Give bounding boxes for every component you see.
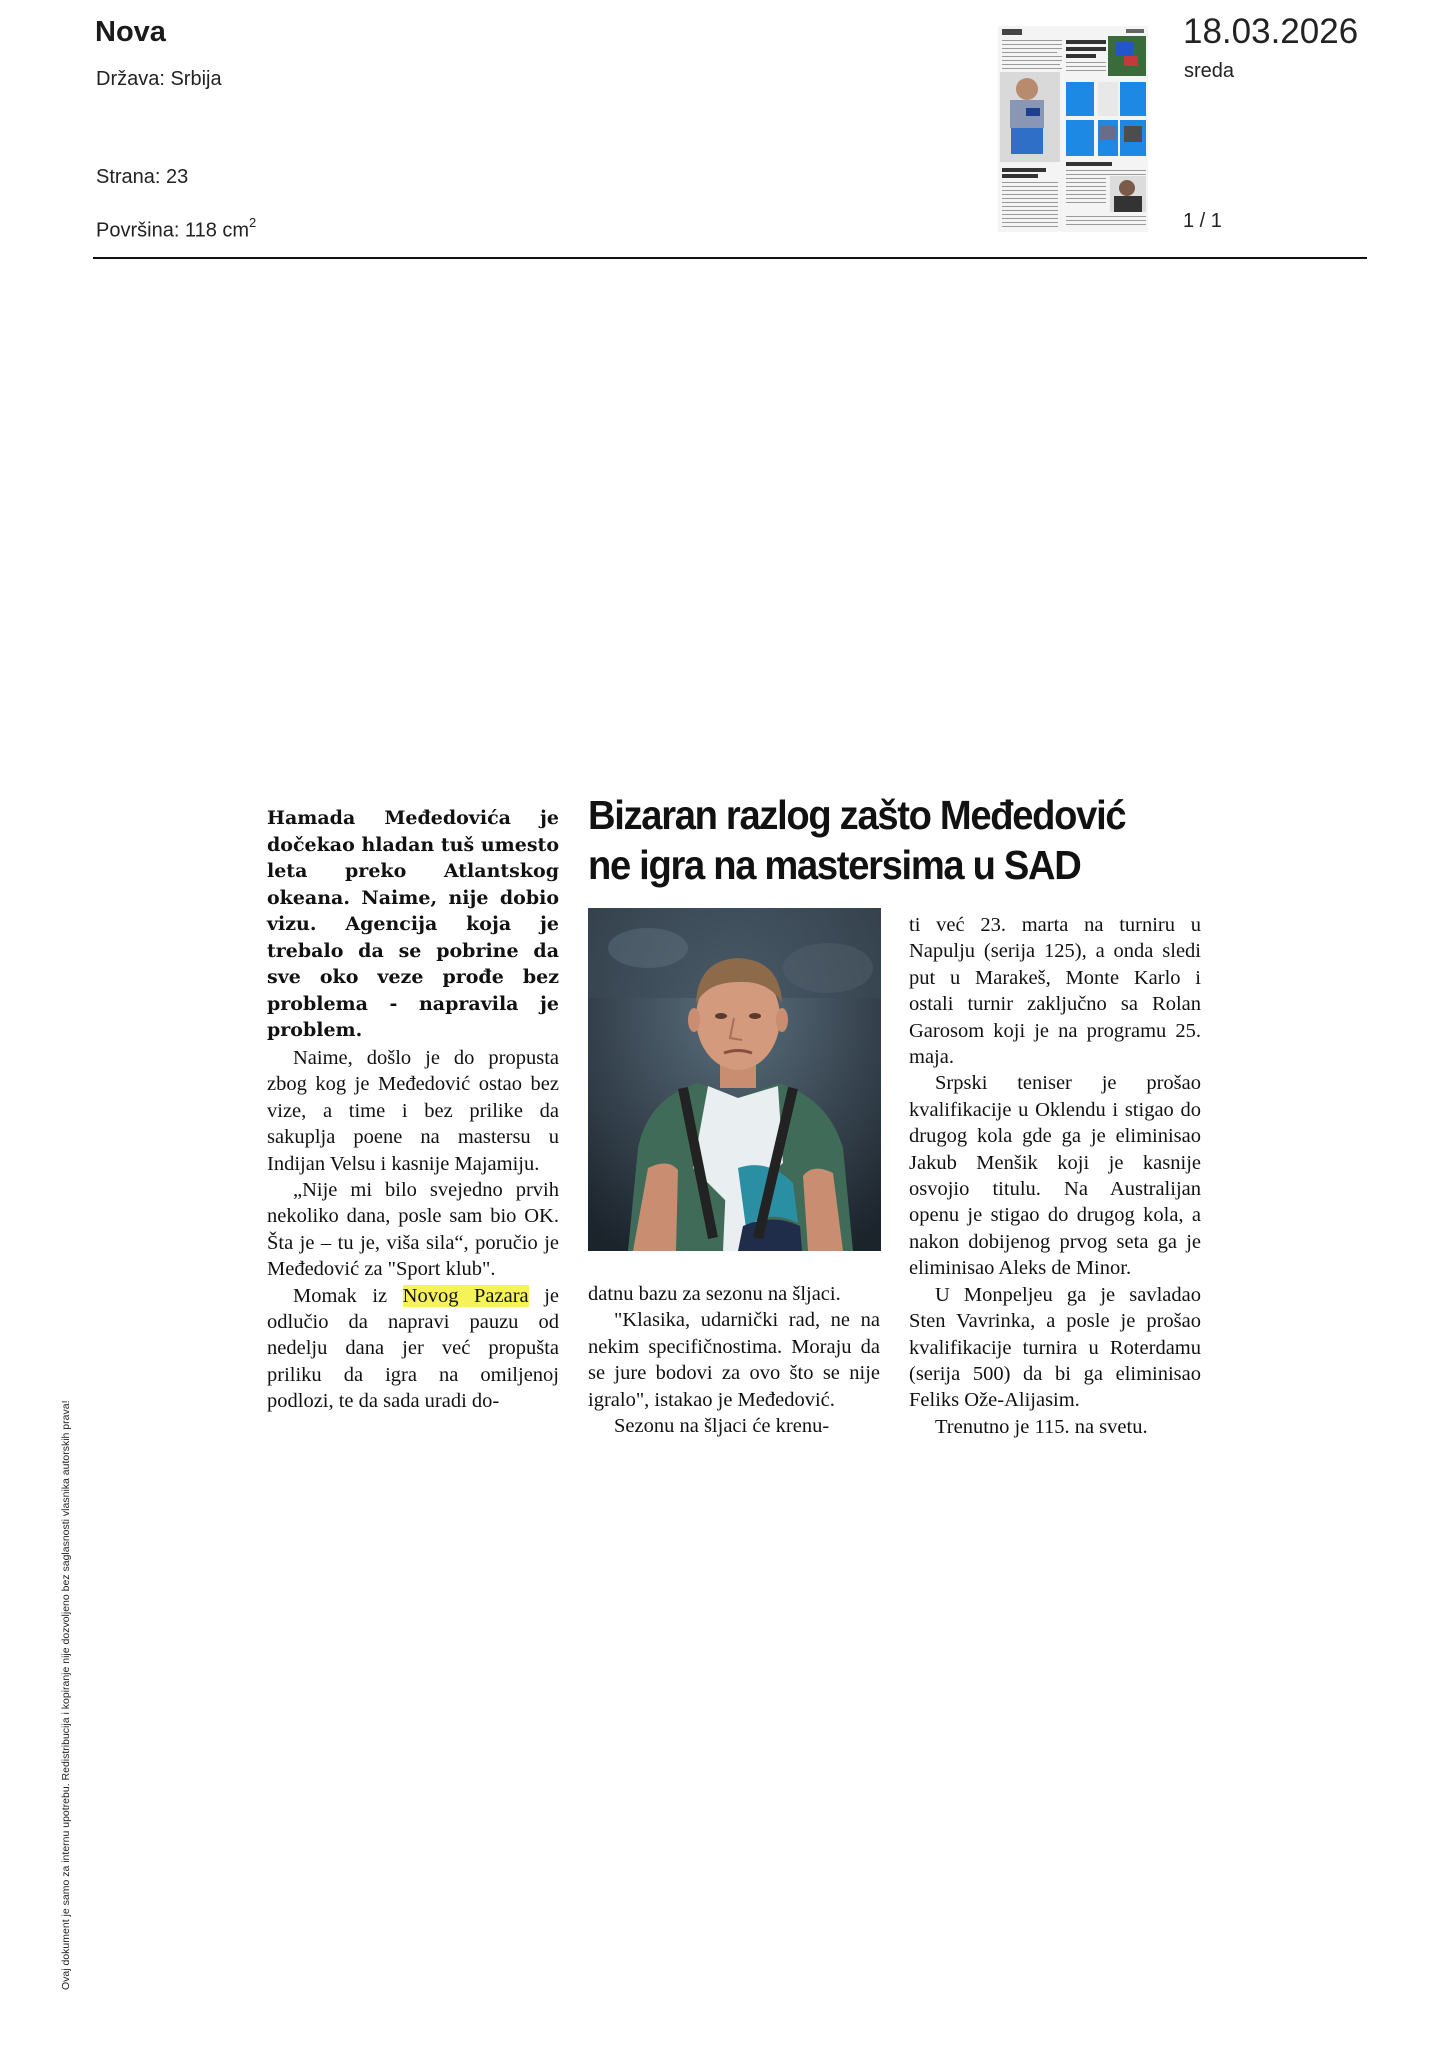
paragraph-text: je odlučio da napravi pauzu od nedelju dana jer već propušta priliku da igra na omiljenoj podlozi, te da sada uradi do- xyxy=(267,1284,559,1413)
paragraph: "Klasika, udarnički rad, ne na nekim specifičnostima. Moraju da se jure bodovi za ovo što se nije igralo", istakao je Međedović. xyxy=(588,1309,880,1411)
area-unit-power: 2 xyxy=(249,215,257,230)
country-label: Država: Srbija xyxy=(96,68,222,90)
copyright-notice: Ovaj dokument je samo za internu upotrebu. Redistribucija i kopiranje nije dozvoljeno bez saglasnosti vlasnika autorskih prava! xyxy=(60,1400,72,1990)
paragraph: datnu bazu za sezonu na šljaci. xyxy=(588,1283,841,1305)
article-lead: Hamada Međedovića je dočekao hladan tuš umesto leta preko Atlantskog okeana. Naime, nije dobio vizu. Agencija koja je trebalo da se pobrine da sve oko veze prođe bez problema - napravila je problem. xyxy=(267,807,559,1041)
paragraph: „Nije mi bilo svejedno prvih nekoliko dana, posle sam bio OK. Šta je – tu je, viša sila“, poručio je Međedović za "Sport klub". xyxy=(267,1179,559,1281)
paragraph: U Monpeljeu ga je savladao Sten Vavrinka, a posle je prošao kvalifikacije turnira u Roterdamu (serija 500) da bi ga eliminisao Feliks Ože-Alijasim. xyxy=(909,1283,1201,1412)
article-column-3 xyxy=(909,912,1201,1440)
paragraph xyxy=(267,1283,559,1415)
area-label xyxy=(96,217,256,243)
article-photo-tennis-player xyxy=(588,908,881,1251)
paragraph: ti već 23. marta na turniru u Napulju (serija 125), a onda sledi put u Marakeš, Monte Karlo i ostali turnir zaključno sa Rolan Garosom koji je na programu 25. maja. xyxy=(909,914,1201,1069)
issue-weekday: sreda xyxy=(1184,60,1235,82)
highlighted-term: Novog Pazara xyxy=(402,1284,529,1307)
headline-line-1: Bizaran razlog zašto Međedović xyxy=(588,792,1126,838)
article-column-1 xyxy=(267,1045,559,1415)
paragraph-text: Momak iz xyxy=(293,1284,403,1307)
paragraph: Trenutno je 115. na svetu. xyxy=(935,1415,1148,1438)
page-count: 1 / 1 xyxy=(1183,210,1222,232)
page-number: Strana: 23 xyxy=(96,166,189,188)
issue-date: 18.03.2026 xyxy=(1183,12,1359,51)
player-illustration xyxy=(588,908,881,1251)
paragraph: Naime, došlo je do propusta zbog kog je Međedović ostao bez vize, a time i bez prilike da sakuplja poene na mastersu u Indijan Velsu i kasnije Majamiju. xyxy=(267,1047,559,1175)
publication-name: Nova xyxy=(95,16,166,48)
page-thumbnail[interactable] xyxy=(998,26,1148,232)
article-headline xyxy=(588,790,1183,890)
article-column-2 xyxy=(588,1281,880,1439)
paragraph: Sezonu na šljaci će krenu- xyxy=(614,1415,830,1438)
headline-line-2: ne igra na mastersima u SAD xyxy=(588,842,1081,888)
header-divider xyxy=(93,257,1367,259)
area-value: Površina: 118 cm xyxy=(96,219,250,242)
paragraph: Srpski teniser je prošao kvalifikacije u Oklendu i stigao do drugog kola gde ga je eliminisao Jakub Menšik koji je kasnije osvojio titulu. Na Australijan openu je stigao do drugog kola, a nakon dobijenog prvog seta ga je eliminisao Aleks de Minor. xyxy=(909,1072,1201,1280)
